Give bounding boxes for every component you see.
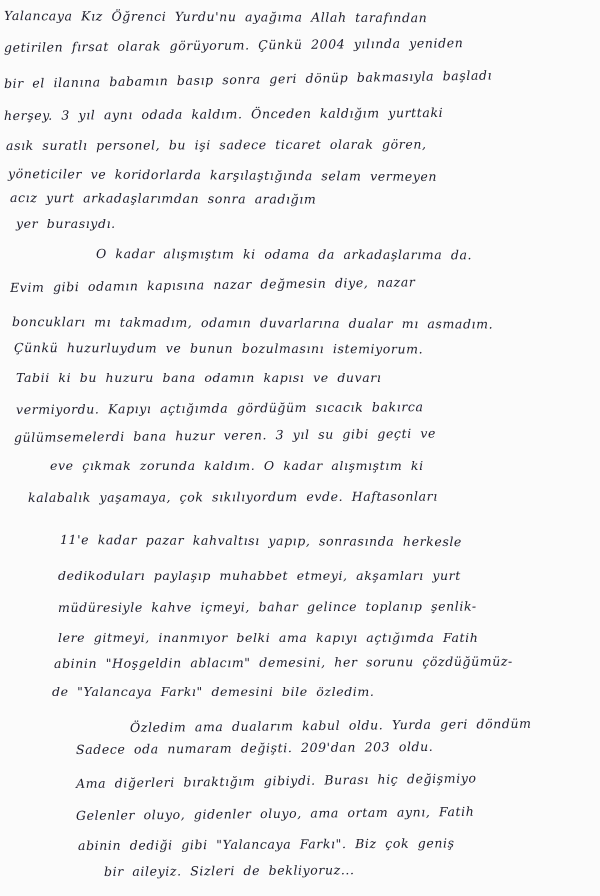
- letter-line: vermiyordu. Kapıyı açtığımda gördüğüm sıcacık bakırca: [15, 399, 424, 417]
- letter-line: Ama diğerleri bıraktığım gibiydi. Burası hiç değişmiyo: [75, 770, 477, 791]
- letter-line: O kadar alışmıştım ki odama da arkadaşlarıma da.: [95, 246, 473, 263]
- letter-line: de "Yalancaya Farkı" demesini bile özledim.: [52, 684, 375, 699]
- letter-line: bir aileyiz. Sizleri de bekliyoruz...: [103, 862, 355, 879]
- letter-line: kalabalık yaşamaya, çok sıkılıyordum evde. Haftasonları: [27, 488, 438, 505]
- letter-line: asık suratlı personel, bu işi sadece ticaret olarak gören,: [5, 136, 427, 153]
- letter-line: abinin dediği gibi "Yalancaya Farkı". Biz çok geniş: [77, 835, 455, 853]
- letter-line: yer burasıydı.: [16, 216, 116, 231]
- letter-line: Çünkü huzurluydum ve bunun bozulmasını istemiyorum.: [13, 340, 424, 357]
- letter-line: 11'e kadar pazar kahvaltısı yapıp, sonrasında herkesle: [59, 532, 463, 550]
- letter-line: müdüresiyle kahve içmeyi, bahar gelince toplanıp şenlik-: [57, 598, 477, 615]
- letter-line: abinin "Hoşgeldin ablacım" demesini, her sorunu çözdüğümüz-: [53, 653, 513, 671]
- letter-line: herşey. 3 yıl aynı odada kaldım. Önceden kaldığım yurttaki: [3, 104, 444, 123]
- letter-line: eve çıkmak zorunda kaldım. O kadar alışmıştım ki: [50, 458, 424, 473]
- letter-line: lere gitmeyi, inanmıyor belki ama kapıyı açtığımda Fatih: [58, 630, 479, 645]
- letter-line: yöneticiler ve koridorlarda karşılaştığında selam vermeyen: [7, 166, 438, 184]
- letter-line: bir el ilanına babamın basıp sonra geri dönüp bakmasıyla başladı: [3, 67, 493, 91]
- letter-line: boncukları mı takmadım, odamın duvarlarına dualar mı asmadım.: [11, 314, 494, 332]
- letter-line: Tabii ki bu huzuru bana odamın kapısı ve duvarı: [16, 370, 382, 385]
- letter-line: dedikoduları paylaşıp muhabbet etmeyi, akşamları yurt: [58, 568, 461, 583]
- letter-line: Sadece oda numaram değişti. 209'dan 203 oldu.: [75, 738, 434, 757]
- letter-line: Yalancaya Kız Öğrenci Yurdu'nu ayağıma Allah tarafından: [3, 8, 428, 26]
- letter-line: acız yurt arkadaşlarımdan sonra aradığım: [9, 190, 317, 207]
- letter-line: Gelenler oluyo, gidenler oluyo, ama ortam aynı, Fatih: [75, 803, 475, 823]
- letter-line: getirilen fırsat olarak görüyorum. Çünkü 2004 yılında yeniden: [3, 35, 464, 55]
- letter-line: gülümsemelerdi bana huzur veren. 3 yıl su gibi geçti ve: [13, 425, 437, 445]
- letter-line: Özledim ama dualarım kabul oldu. Yurda geri döndüm: [129, 715, 532, 735]
- letter-line: Evim gibi odamın kapısına nazar değmesin diye, nazar: [9, 274, 416, 295]
